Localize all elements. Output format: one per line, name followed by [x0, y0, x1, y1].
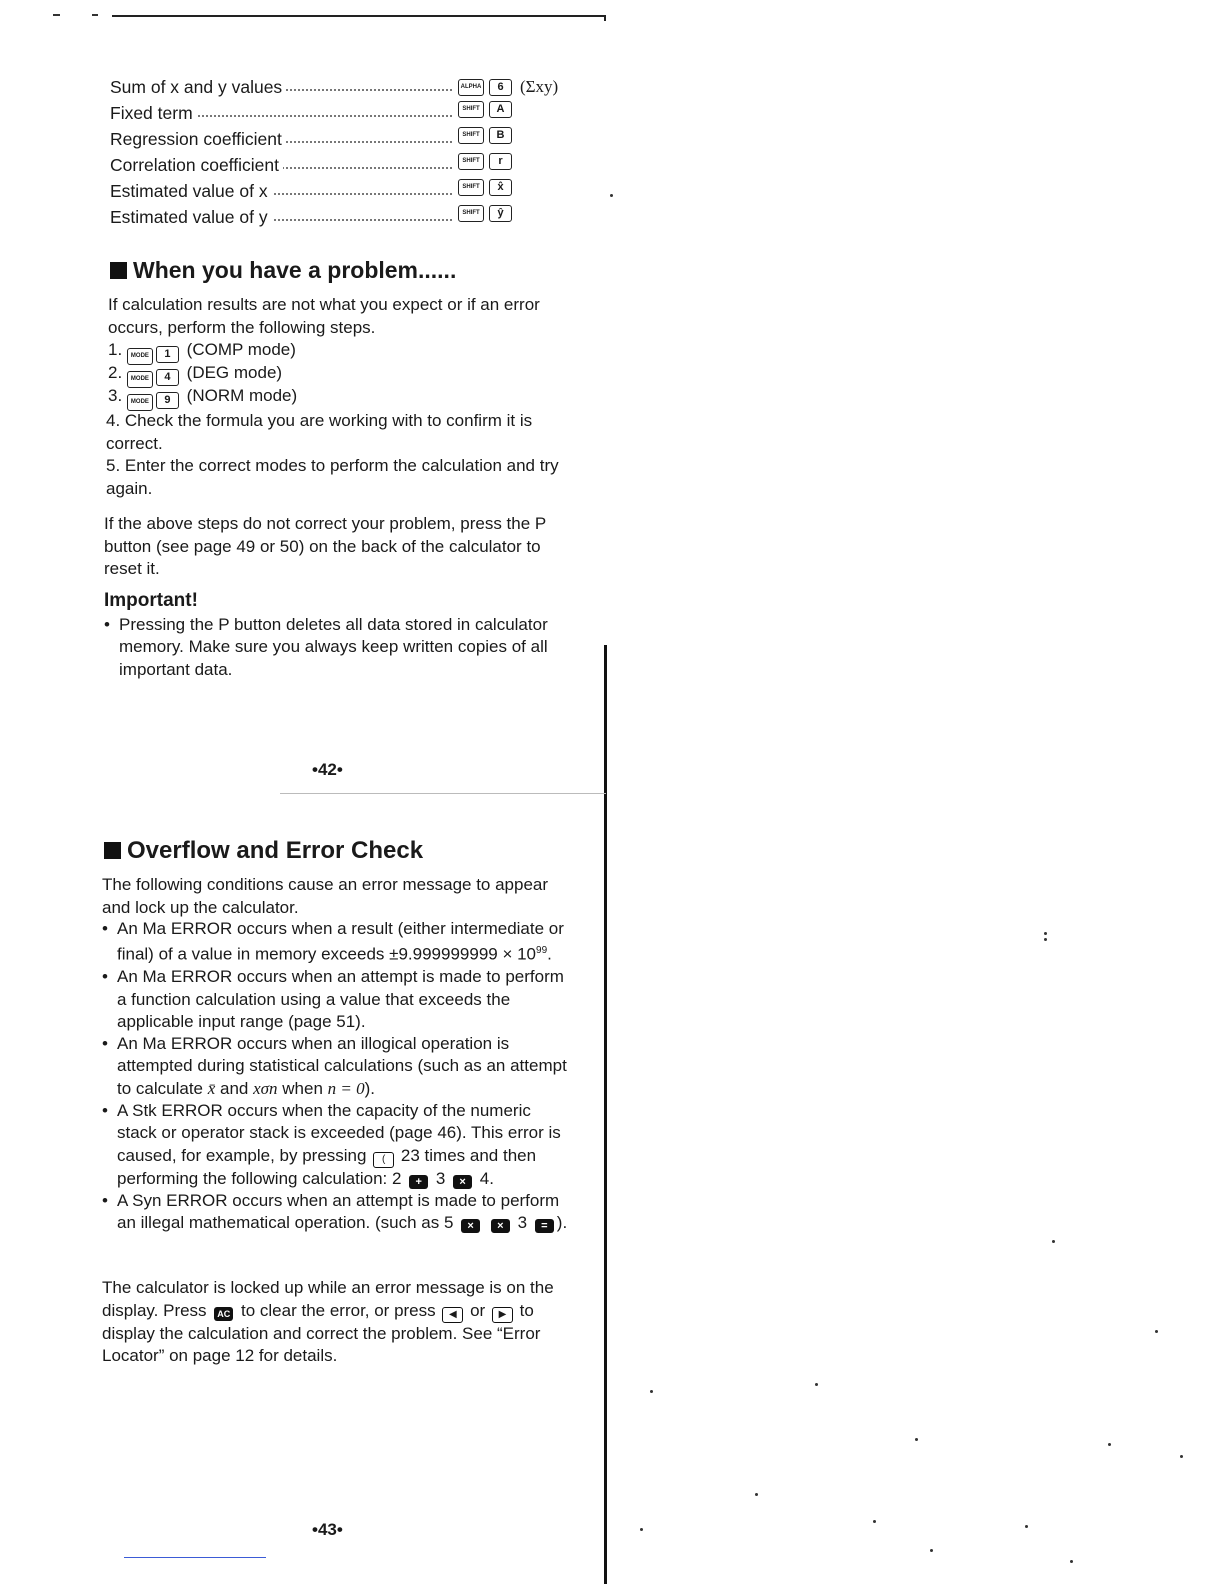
- number-key: 9: [156, 392, 179, 409]
- function-label: Regression coefficient: [110, 129, 286, 149]
- function-label: Estimated value of x: [110, 181, 272, 201]
- left-arrow-key: ◀: [442, 1307, 463, 1323]
- six-key: 6: [489, 79, 512, 96]
- scan-speck: [610, 194, 613, 197]
- page-separator: [280, 793, 606, 794]
- important-list: [104, 614, 570, 681]
- problem-intro: If calculation results are not what you expect or if an error occurs, perform the following steps.: [108, 295, 540, 337]
- shift-key: SHIFT: [458, 127, 484, 144]
- list-item: • A Syn ERROR occurs when an attempt is made to perform an illegal mathematical operation. (such as 5 × × 3 = ).: [102, 1190, 572, 1235]
- top-rule: [112, 15, 606, 17]
- scan-speck: [815, 1383, 818, 1386]
- scan-speck: [930, 1549, 933, 1552]
- scan-speck: [1180, 1455, 1183, 1458]
- number-key: 4: [156, 369, 179, 386]
- scan-speck: [873, 1520, 876, 1523]
- right-arrow-key: ▶: [492, 1307, 513, 1323]
- step-item: 4. Check the formula you are working with to confirm it is correct.: [106, 411, 533, 453]
- heading-square-icon: [110, 262, 127, 279]
- scan-speck: [1025, 1525, 1028, 1528]
- ac-key: AC: [214, 1307, 233, 1321]
- shift-key: SHIFT: [458, 101, 484, 118]
- times-key: ×: [491, 1219, 510, 1233]
- overflow-intro: The following conditions cause an error message to appear and lock up the calculator.: [102, 875, 549, 917]
- times-key: ×: [453, 1175, 472, 1189]
- step-item: 5. Enter the correct modes to perform the calculation and try again.: [106, 456, 559, 498]
- plus-key: +: [409, 1175, 428, 1189]
- scan-speck: [1155, 1330, 1158, 1333]
- list-item: • An Ma ERROR occurs when a result (either intermediate or final) of a value in memory exceeds $\pm 9.999999999 \times 10^{99}$.: [102, 918, 572, 966]
- locked-paragraph: The calculator is locked up while an error message is on the display. Press AC to clear the error, or press ◀ or ▶ to display the calculation and correct the problem. See “Error Locator” on page 12 for details.: [102, 1278, 554, 1365]
- function-row: [110, 205, 580, 229]
- heading-square-icon: [104, 842, 121, 859]
- shift-key: SHIFT: [458, 179, 484, 196]
- important-heading: Important!: [104, 590, 198, 611]
- mode-key: MODE: [127, 394, 153, 411]
- function-label: Sum of x and y values: [110, 77, 286, 97]
- scan-speck: [1108, 1443, 1111, 1446]
- error-list: [102, 918, 572, 1235]
- list-item: • Pressing the P button deletes all data stored in calculator memory. Make sure you always keep written copies of all important data.: [104, 614, 570, 681]
- list-item: • An Ma ERROR occurs when an attempt is made to perform a function calculation using a value that exceeds the applicable input range (page 51).: [102, 966, 572, 1033]
- function-symbol: (Σxy): [520, 77, 559, 96]
- function-label: Estimated value of y: [110, 207, 272, 227]
- b-key: B: [489, 127, 512, 144]
- times-key: ×: [461, 1219, 480, 1233]
- edge-mark: [53, 14, 60, 16]
- scan-speck: [650, 1390, 653, 1393]
- step-item: 3. MODE 9 (NORM mode): [108, 385, 297, 411]
- function-row: [110, 153, 580, 177]
- y-hat-key: ŷ: [489, 205, 512, 222]
- page-number: •42•: [312, 760, 343, 779]
- x-hat-key: x̂: [489, 179, 512, 196]
- list-item: • A Stk ERROR occurs when the capacity of the numeric stack or operator stack is exceeded (page 46). This error is caused, for example, by pressing ( 23 times and then performing the following calculation: 2 + 3 × 4.: [102, 1100, 572, 1190]
- scan-speck: [1044, 932, 1047, 935]
- reset-paragraph: If the above steps do not correct your problem, press the P button (see page 49 or 50) on the back of the calculator to reset it.: [104, 514, 546, 578]
- step-item: 1. MODE 1 (COMP mode): [108, 339, 296, 365]
- top-rule-tick: [604, 15, 606, 21]
- scan-speck: [915, 1438, 918, 1441]
- list-item: • An Ma ERROR occurs when an illogical operation is attempted during statistical calculations (such as an attempt to calculate x̄ and xσn when n = 0).: [102, 1033, 572, 1100]
- section-heading-overflow: Overflow and Error Check: [104, 837, 423, 865]
- open-paren-key: (: [373, 1152, 394, 1168]
- scan-speck: [1070, 1560, 1073, 1563]
- function-row: [110, 127, 580, 151]
- section-heading-problem: When you have a problem......: [110, 256, 456, 284]
- function-row: [110, 75, 580, 99]
- function-row: [110, 179, 580, 203]
- scan-speck: [755, 1493, 758, 1496]
- function-row: [110, 101, 580, 125]
- step-item: 2. MODE 4 (DEG mode): [108, 362, 282, 388]
- mode-key: MODE: [127, 348, 153, 365]
- number-key: 1: [156, 346, 179, 363]
- function-label: Correlation coefficient: [110, 155, 283, 175]
- function-label: Fixed term: [110, 103, 197, 123]
- edge-mark: [92, 14, 98, 16]
- alpha-key: ALPHA: [458, 79, 484, 96]
- equals-key: =: [535, 1219, 554, 1233]
- shift-key: SHIFT: [458, 153, 484, 170]
- r-key: r: [489, 153, 512, 170]
- a-key: A: [489, 101, 512, 118]
- mode-key: MODE: [127, 371, 153, 388]
- bottom-underline: [124, 1557, 266, 1558]
- page-edge-line: [604, 645, 607, 1584]
- scan-speck: [1052, 1240, 1055, 1243]
- scan-speck: [640, 1528, 643, 1531]
- shift-key: SHIFT: [458, 205, 484, 222]
- scan-speck: [1044, 938, 1047, 941]
- page-number: •43•: [312, 1520, 343, 1539]
